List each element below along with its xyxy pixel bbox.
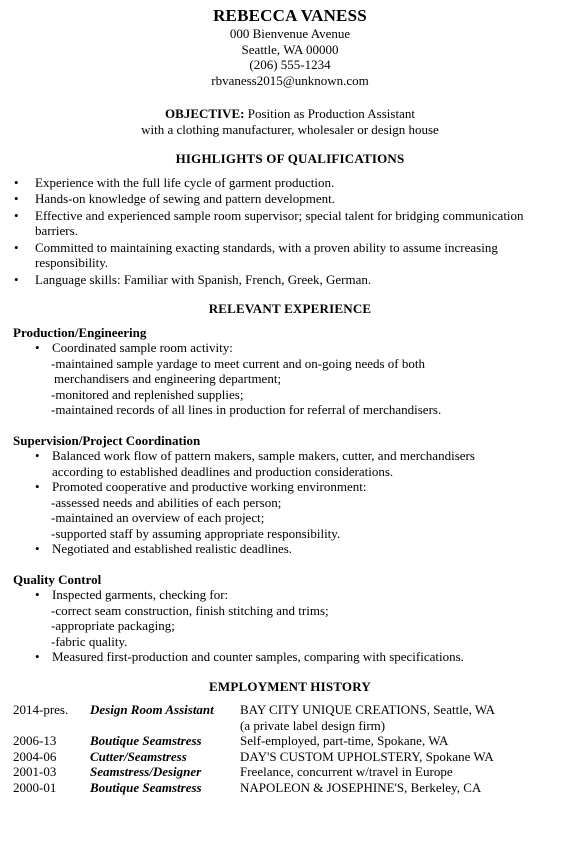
list-item: -appropriate packaging; (51, 618, 175, 633)
objective-block (0, 106, 580, 137)
list-item: • Negotiated and established realistic deadlines. (0, 541, 520, 557)
production-heading: Production/Engineering (13, 324, 147, 340)
city-line: Seattle, WA 00000 (241, 41, 339, 57)
table-row (13, 733, 495, 749)
objective-label: OBJECTIVE: (165, 106, 245, 121)
contact-block (0, 26, 580, 88)
table-row (13, 764, 495, 780)
phone-line: (206) 555-1234 (249, 57, 331, 72)
table-row (13, 702, 495, 733)
employment-role: Cutter/Seamstress (90, 748, 187, 764)
supervision-list (0, 448, 580, 557)
list-item: • Measured first-production and counter samples, comparing with specifications. (0, 649, 520, 665)
production-list (0, 340, 580, 418)
table-row (13, 780, 495, 796)
employment-years: 2006-13 (13, 733, 57, 748)
qualifications-title: HIGHLIGHTS OF QUALIFICATIONS (175, 151, 405, 166)
list-item: -maintained an overview of each project; (51, 510, 265, 525)
qualification-item: • Committed to maintaining exacting standards, with a proven ability to assume increasing responsibility. (0, 240, 558, 271)
employer-name: BAY CITY UNIQUE CREATIONS, Seattle, WA (240, 702, 496, 717)
employment-role: Design Room Assistant (90, 702, 214, 717)
qualification-item: • Hands-on knowledge of sewing and pattern development. (0, 191, 558, 207)
employer-note: (a private label design firm) (240, 717, 386, 733)
candidate-name: REBECCA VANESS (213, 6, 367, 25)
table-row (13, 749, 495, 765)
employment-years: 2004-06 (13, 748, 57, 764)
list-item: • Promoted cooperative and productive working environment: (0, 479, 520, 495)
objective-line-1: Position as Production Assistant (247, 106, 415, 121)
address-line: 000 Bienvenue Avenue (229, 26, 351, 41)
email-line: rbvaness2015@unknown.com (211, 72, 369, 88)
objective-line-2: with a clothing manufacturer, wholesaler or design house (141, 121, 439, 137)
employment-role: Boutique Seamstress (90, 779, 202, 795)
list-item: -correct seam construction, finish stitching and trims; (51, 602, 329, 618)
list-item: merchandisers and engineering department; (54, 371, 282, 386)
employment-years: 2001-03 (13, 764, 57, 779)
list-item: -supported staff by assuming appropriate responsibility. (51, 525, 341, 541)
list-item: • Inspected garments, checking for: (0, 587, 520, 603)
list-item: • Balanced work flow of pattern makers, sample makers, cutter, and merchandisers according to established deadlines and production considerations. (0, 448, 520, 479)
qualification-item: • Experience with the full life cycle of garment production. (0, 175, 558, 191)
employment-employer: DAY'S CUSTOM UPHOLSTERY, Spokane WA (240, 748, 494, 764)
employment-employer: NAPOLEON & JOSEPHINE'S, Berkeley, CA (240, 779, 482, 795)
list-item: -maintained sample yardage to meet current and on-going needs of both (51, 355, 425, 371)
qualifications-list (0, 175, 580, 288)
list-item: -monitored and replenished supplies; (51, 386, 244, 402)
qualification-item: • Effective and experienced sample room supervisor; special talent for bridging communication barriers. (0, 208, 558, 239)
supervision-heading: Supervision/Project Coordination (13, 432, 201, 448)
list-item: -fabric quality. (51, 633, 128, 649)
employment-table (13, 702, 495, 795)
experience-title: RELEVANT EXPERIENCE (208, 301, 372, 316)
quality-heading: Quality Control (13, 571, 102, 587)
list-item: -assessed needs and abilities of each person; (51, 494, 282, 510)
employment-years: 2014-pres. (13, 702, 69, 717)
quality-list (0, 587, 580, 665)
employment-title: EMPLOYMENT HISTORY (209, 678, 371, 694)
employment-role: Boutique Seamstress (90, 733, 202, 748)
employment-role: Seamstress/Designer (90, 764, 202, 779)
list-item: • Coordinated sample room activity: (0, 340, 520, 356)
employment-employer: Self-employed, part-time, Spokane, WA (240, 733, 449, 748)
qualification-item: • Language skills: Familiar with Spanish, French, Greek, German. (0, 272, 558, 288)
employment-years: 2000-01 (13, 779, 57, 795)
list-item: -maintained records of all lines in production for referral of merchandisers. (51, 402, 442, 417)
employment-employer: Freelance, concurrent w/travel in Europe (240, 764, 453, 779)
employment-employer (240, 702, 495, 733)
